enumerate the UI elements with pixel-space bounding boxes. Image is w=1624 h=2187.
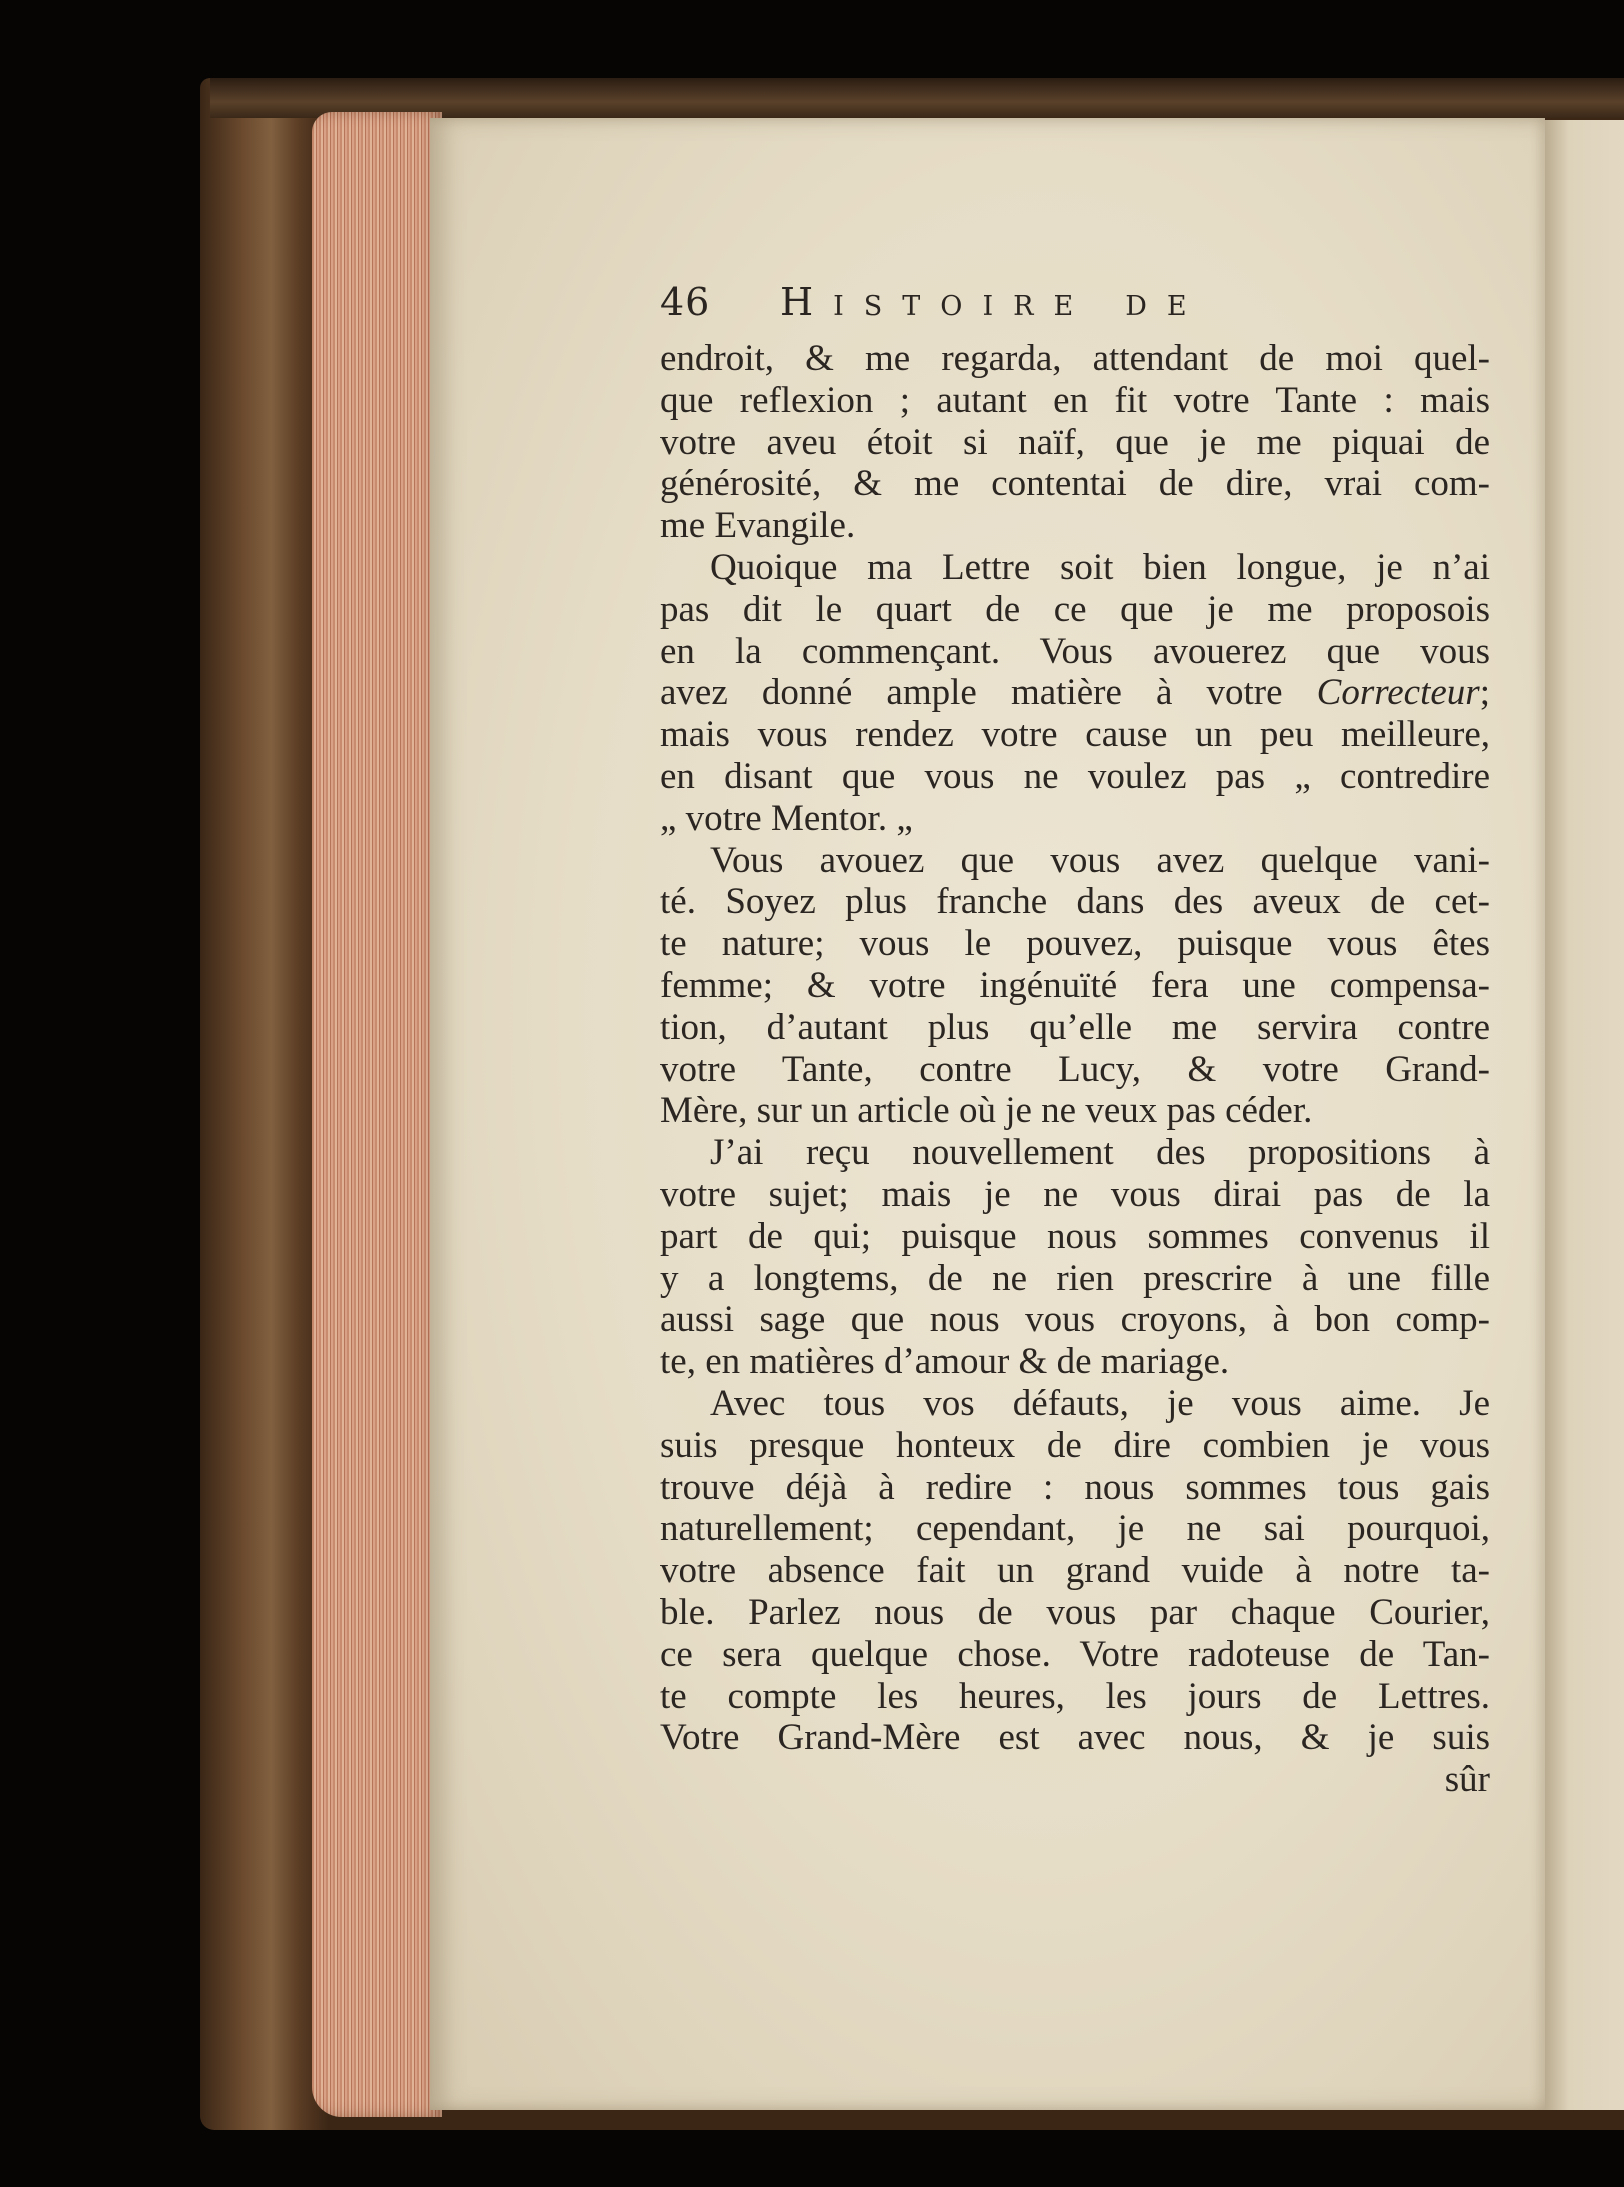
text-line: pas dit le quart de ce que je me proposois <box>660 588 1490 630</box>
text-line: me Evangile. <box>660 505 856 547</box>
text-line: votre Tante, contre Lucy, & votre Grand- <box>660 1048 1490 1090</box>
text-line: y a longtems, de ne rien prescrire à une fille <box>660 1257 1490 1299</box>
text-line: aussi sage que nous vous croyons, à bon comp- <box>660 1299 1490 1341</box>
text-line: femme; & votre ingénuïté fera une compensa- <box>660 964 1490 1006</box>
running-head <box>660 280 1480 330</box>
body-text <box>660 338 1490 1801</box>
text-line: part de qui; puisque nous sommes convenus il <box>660 1215 1490 1257</box>
text-line: que reflexion ; autant en fit votre Tante : mais <box>660 379 1490 421</box>
text-line: Avec tous vos défauts, je vous aime. Je <box>710 1382 1490 1424</box>
text-line: Votre Grand-Mère est avec nous, & je suis <box>660 1717 1490 1759</box>
facing-page-edge <box>1545 120 1624 2110</box>
page-edges <box>312 112 442 2117</box>
text-line: té. Soyez plus franche dans des aveux de cet- <box>660 881 1490 923</box>
text-line: tion, d’autant plus qu’elle me servira contre <box>660 1006 1490 1048</box>
text-line: Vous avouez que vous avez quelque vani- <box>710 839 1490 881</box>
text-line: endroit, & me regarda, attendant de moi quel- <box>660 338 1490 379</box>
text-line: ble. Parlez nous de vous par chaque Courier, <box>660 1591 1490 1633</box>
text-line: générosité, & me contentai de dire, vrai com- <box>660 463 1490 505</box>
text-line: en disant que vous ne voulez pas „ contredire <box>660 755 1490 797</box>
text-line: ce sera quelque chose. Votre radoteuse de Tan- <box>660 1633 1490 1675</box>
text-line: trouve déjà à redire : nous sommes tous gais <box>660 1466 1490 1508</box>
text-line: Mère, sur un article où je ne veux pas céder. <box>660 1090 1313 1132</box>
text-line: suis presque honteux de dire combien je vous <box>660 1424 1490 1466</box>
text-line: votre absence fait un grand vuide à notre ta- <box>660 1550 1490 1592</box>
text-line: „ votre Mentor. „ <box>660 797 913 839</box>
running-title: Histoire de <box>780 280 1207 324</box>
text-line: avez donné ample matière à votre Correcteur; <box>660 672 1490 714</box>
page-number: 46 <box>660 280 711 324</box>
text-line: votre aveu étoit si naïf, que je me piquai de <box>660 421 1490 463</box>
text-line: sûr <box>1444 1759 1490 1801</box>
italic-word: Correcteur <box>1316 672 1480 714</box>
text-line: J’ai reçu nouvellement des propositions à <box>710 1132 1490 1174</box>
text-line: naturellement; cependant, je ne sai pourquoi, <box>660 1508 1490 1550</box>
text-line: votre sujet; mais je ne vous dirai pas de la <box>660 1173 1490 1215</box>
text-line: te compte les heures, les jours de Lettres. <box>660 1675 1490 1717</box>
text-line: te nature; vous le pouvez, puisque vous êtes <box>660 923 1490 965</box>
text-line: te, en matières d’amour & de mariage. <box>660 1341 1230 1383</box>
text-line: Quoique ma Lettre soit bien longue, je n’ai <box>710 546 1490 588</box>
text-line: mais vous rendez votre cause un peu meilleure, <box>660 714 1490 756</box>
text-line: en la commençant. Vous avouerez que vous <box>660 630 1490 672</box>
